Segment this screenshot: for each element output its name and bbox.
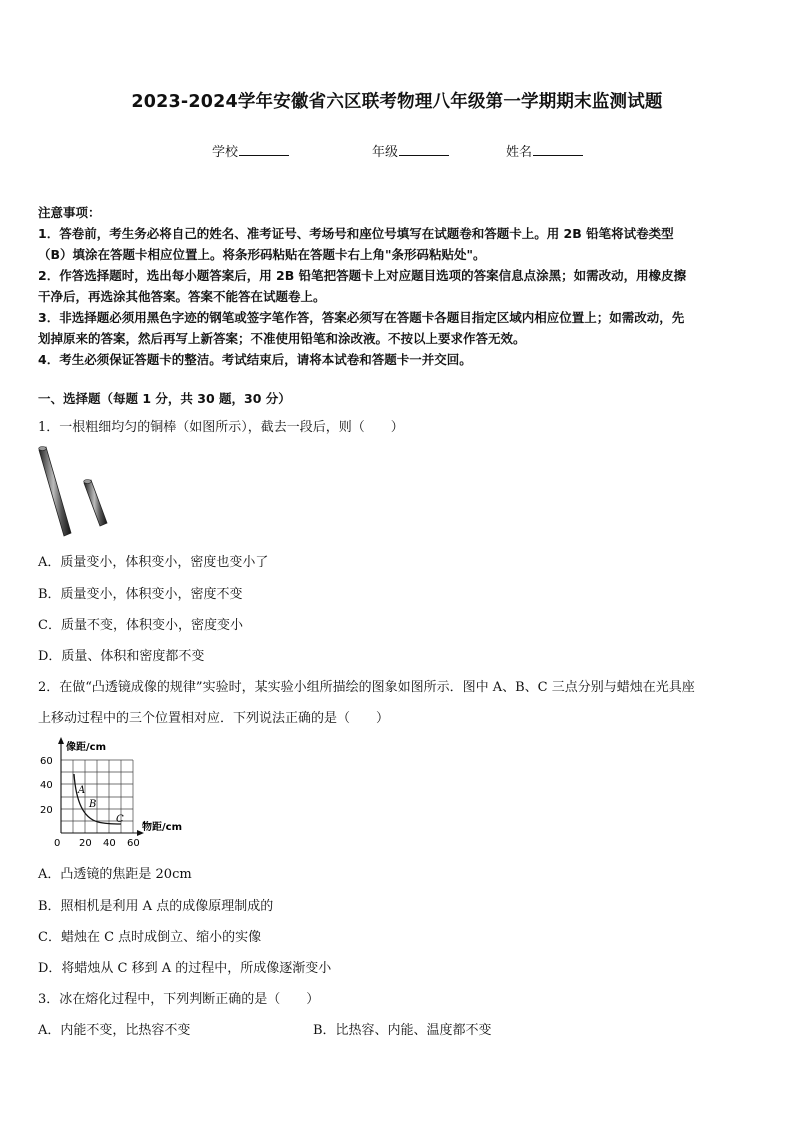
note-line: 1．答卷前，考生务必将自己的姓名、准考证号、考场号和座位号填写在试题卷和答题卡上。用 2B 铅笔将试卷类型 (38, 226, 674, 241)
point-b-label: B (89, 799, 97, 810)
x-axis-label: 物距/cm (142, 822, 182, 833)
question-1-option-c: C．质量不变，体积变小，密度变小 (38, 618, 243, 633)
long-rod (39, 447, 71, 537)
question-1-option-d: D．质量、体积和密度都不变 (38, 649, 205, 664)
school-label: 学校 (212, 145, 239, 160)
note-line: 干净后，再选涂其他答案。答案不能答在试题卷上。 (38, 289, 326, 304)
note-line: 划掉原来的答案，然后再写上新答案；不准使用铅笔和涂改液。不按以上要求作答无效。 (38, 331, 526, 346)
question-3-option-b: B．比热容、内能、温度都不变 (313, 1023, 492, 1038)
y-axis-label: 像距/cm (66, 742, 106, 753)
note-line: （B）填涂在答题卡相应位置上。将条形码粘贴在答题卡右上角"条形码粘贴处"。 (38, 247, 486, 262)
x-tick-label: 40 (103, 838, 116, 849)
notes-heading: 注意事项： (38, 205, 101, 220)
short-rod (84, 480, 107, 527)
question-3-option-a: A．内能不变，比热容不变 (38, 1023, 191, 1038)
x-tick-label: 20 (79, 838, 92, 849)
name-field (506, 141, 583, 160)
question-2-stem-line2: 上移动过程中的三个位置相对应．下列说法正确的是（ ） (38, 711, 390, 726)
note-line: 4．考生必须保证答题卡的整洁。考试结束后，请将本试卷和答题卡一并交回。 (38, 352, 472, 367)
grade-field (372, 141, 449, 160)
question-2-option-a: A．凸透镜的焦距是 20cm (38, 867, 192, 882)
y-tick-label: 60 (40, 756, 53, 767)
lens-image-graph (36, 736, 196, 852)
page-title: 2023-2024学年安徽省六区联考物理八年级第一学期期末监测试题 (131, 92, 663, 112)
question-2-option-d: D．将蜡烛从 C 移到 A 的过程中，所成像逐渐变小 (38, 961, 332, 976)
note-line: 3．非选择题必须用黑色字迹的钢笔或签字笔作答，答案必须写在答题卡各题目指定区域内相应位置上；如需改动，先 (38, 310, 685, 325)
question-2-option-c: C．蜡烛在 C 点时成倒立、缩小的实像 (38, 930, 262, 945)
section-heading: 一、选择题（每题 1 分，共 30 题，30 分） (38, 391, 291, 406)
question-2-stem-line1: 2．在做“凸透镜成像的规律”实验时，某实验小组所描绘的图象如图所示．图中 A、B、C 三点分别与蜡烛在光具座 (38, 680, 695, 695)
y-tick-label: 40 (40, 780, 53, 791)
image-distance-curve (74, 774, 121, 824)
school-blank (239, 143, 289, 156)
y-tick-label: 20 (40, 805, 53, 816)
note-line: 2．作答选择题时，选出每小题答案后，用 2B 铅笔把答题卡上对应题目选项的答案信息点涂黑；如需改动，用橡皮擦 (38, 268, 687, 283)
question-3-stem: 3．冰在熔化过程中，下列判断正确的是（ ） (38, 992, 320, 1007)
x-tick-label: 60 (127, 838, 140, 849)
point-a-label: A (78, 785, 86, 796)
x-tick-label: 0 (54, 838, 61, 849)
grade-label: 年级 (372, 145, 399, 160)
grade-blank (399, 143, 449, 156)
name-blank (533, 143, 583, 156)
copper-rod-figure (36, 444, 116, 539)
school-field (212, 141, 289, 160)
question-1-option-b: B．质量变小，体积变小，密度不变 (38, 587, 243, 602)
question-1-stem: 1．一根粗细均匀的铜棒（如图所示），截去一段后，则（ ） (38, 420, 404, 435)
point-c-label: C (116, 814, 124, 825)
name-label: 姓名 (506, 145, 533, 160)
question-1-option-a: A．质量变小，体积变小，密度也变小了 (38, 555, 269, 570)
question-2-option-b: B．照相机是利用 A 点的成像原理制成的 (38, 899, 274, 914)
